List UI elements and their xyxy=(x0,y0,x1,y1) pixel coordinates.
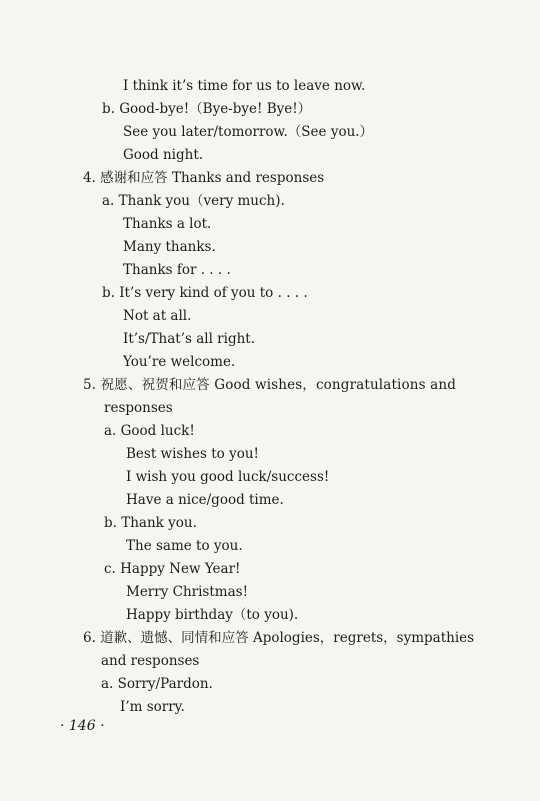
section-heading: 4. 感谢和应答 Thanks and responses xyxy=(83,170,325,186)
text-line: It’s/That’s all right. xyxy=(123,331,256,347)
text-line: Happy birthday（to you). xyxy=(126,607,299,623)
text-line: Have a nice/good time. xyxy=(126,492,284,508)
text-line: See you later/tomorrow.（See you.） xyxy=(123,124,374,140)
text-line: b. Thank you. xyxy=(104,515,197,531)
text-line: You’re welcome. xyxy=(123,354,236,370)
text-line: and responses xyxy=(101,653,200,669)
section-heading: 6. 道歉、遗憾、同情和应答 Apologies，regrets，sympathies xyxy=(83,630,475,646)
text-line: I wish you good luck/success! xyxy=(126,469,330,485)
text-line: Thanks for . . . . xyxy=(123,262,231,278)
text-line: b. Good-bye!（Bye-bye! Bye!） xyxy=(102,101,312,117)
text-line: Thanks a lot. xyxy=(123,216,212,232)
section-heading: 5. 祝愿、祝贺和应答 Good wishes，congratulations and xyxy=(83,377,456,393)
text-line: a. Sorry/Pardon. xyxy=(101,676,213,692)
text-line: I’m sorry. xyxy=(120,699,185,715)
text-line: c. Happy New Year! xyxy=(104,561,241,577)
text-line: Not at all. xyxy=(123,308,192,324)
text-line: The same to you. xyxy=(126,538,243,554)
text-line: Many thanks. xyxy=(123,239,216,255)
text-line: responses xyxy=(104,400,173,416)
text-line: a. Thank you（very much). xyxy=(102,193,285,209)
text-line: I think it’s time for us to leave now. xyxy=(123,78,366,94)
text-line: Good night. xyxy=(123,147,204,163)
page-number: · 146 · xyxy=(60,718,105,734)
text-line: b. It’s very kind of you to . . . . xyxy=(102,285,308,301)
text-line: Merry Christmas! xyxy=(126,584,248,600)
text-line: Best wishes to you! xyxy=(126,446,259,462)
text-line: a. Good luck! xyxy=(104,423,195,439)
